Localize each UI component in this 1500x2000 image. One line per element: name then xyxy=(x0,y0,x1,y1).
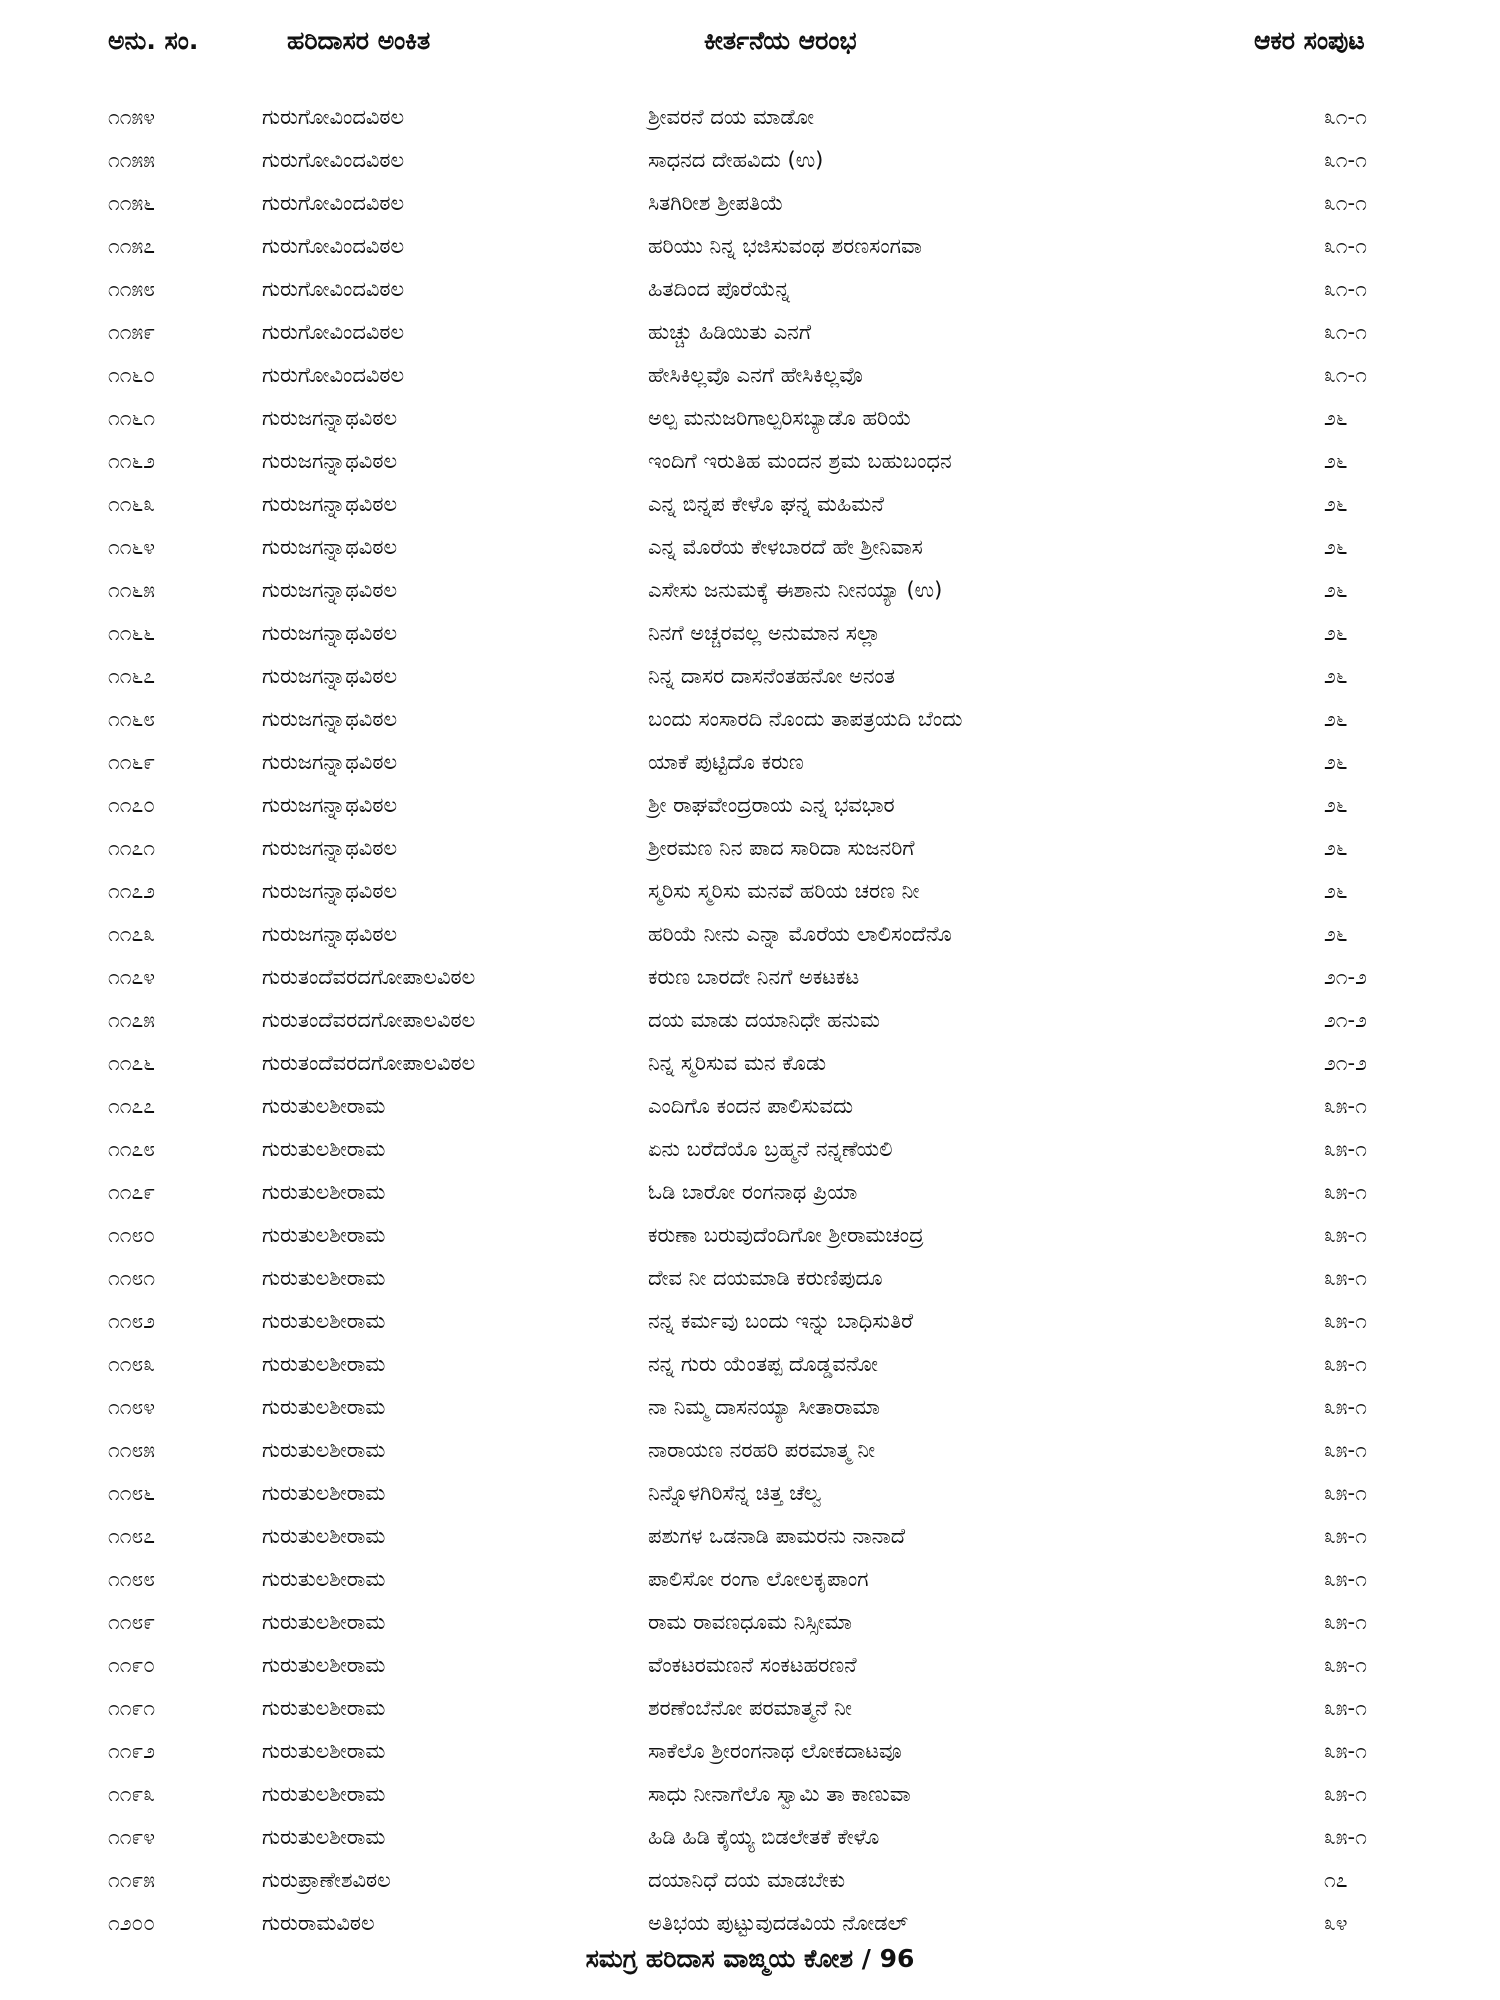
row-aakara-samputa: ೩೫-೧ xyxy=(1324,1524,1367,1548)
row-aakara-samputa: ೩೫-೧ xyxy=(1324,1825,1367,1849)
table-header xyxy=(0,26,1500,66)
row-haridasa-ankita: ಗುರುತುಲಶೀರಾಮ xyxy=(262,1266,386,1290)
table-row xyxy=(0,225,1500,268)
row-keertane-arambha: ನಿನ್ನೊಳಗಿರಿಸೆನ್ನ ಚಿತ್ತ ಚೆಲ್ವ xyxy=(648,1481,822,1505)
table-row xyxy=(0,741,1500,784)
row-serial-no: ೧೧೭೪ xyxy=(108,965,156,989)
row-serial-no: ೧೧೮೮ xyxy=(108,1567,156,1591)
row-keertane-arambha: ನಾ ನಿಮ್ಮ ದಾಸನಯ್ಯಾ ಸೀತಾರಾಮಾ xyxy=(648,1395,880,1419)
row-keertane-arambha: ಶ್ರೀ ರಾಘವೇಂದ್ರರಾಯ ಎನ್ನ ಭವಭಾರ xyxy=(648,793,895,817)
table-row xyxy=(0,268,1500,311)
row-aakara-samputa: ೨೬ xyxy=(1324,621,1348,645)
row-keertane-arambha: ಹಿಡಿ ಹಿಡಿ ಕೈಯ್ಯ ಬಿಡಲೇತಕೆ ಕೇಳೊ xyxy=(648,1825,880,1849)
row-aakara-samputa: ೩೫-೧ xyxy=(1324,1481,1367,1505)
row-keertane-arambha: ರಾಮ ರಾವಣಧೂಮ ನಿಸ್ಸೀಮಾ xyxy=(648,1610,852,1634)
row-aakara-samputa: ೩೫-೧ xyxy=(1324,1782,1367,1806)
table-row xyxy=(0,139,1500,182)
row-keertane-arambha: ದಯಾನಿಧೆ ದಯ ಮಾಡಬೇಕು xyxy=(648,1868,846,1892)
table-row xyxy=(0,1558,1500,1601)
row-aakara-samputa: ೩೫-೧ xyxy=(1324,1653,1367,1677)
row-aakara-samputa: ೨೬ xyxy=(1324,750,1348,774)
row-aakara-samputa: ೩೫-೧ xyxy=(1324,1137,1367,1161)
header-serial-no: ಅನು. ಸಂ. xyxy=(108,26,199,55)
table-row xyxy=(0,1687,1500,1730)
row-serial-no: ೧೧೮೩ xyxy=(108,1352,156,1376)
row-aakara-samputa: ೨೬ xyxy=(1324,535,1348,559)
row-haridasa-ankita: ಗುರುಜಗನ್ನಾಥವಿಠಲ xyxy=(262,922,398,946)
row-aakara-samputa: ೩೧-೧ xyxy=(1324,363,1367,387)
table-row xyxy=(0,526,1500,569)
row-haridasa-ankita: ಗುರುತುಲಶೀರಾಮ xyxy=(262,1395,386,1419)
table-row xyxy=(0,913,1500,956)
row-keertane-arambha: ನನ್ನ ಗುರು ಯೆಂತಪ್ಪ ದೊಡ್ಡವನೋ xyxy=(648,1352,878,1376)
row-keertane-arambha: ಪಾಲಿಸೋ ರಂಗಾ ಲೋಲಕೃಪಾಂಗ xyxy=(648,1567,869,1591)
row-serial-no: ೧೧೮೧ xyxy=(108,1266,156,1290)
row-keertane-arambha: ಸಾಧು ನೀನಾಗೆಲೊ ಸ್ವಾಮಿ ತಾ ಕಾಣುವಾ xyxy=(648,1782,911,1806)
table-row xyxy=(0,1386,1500,1429)
row-serial-no: ೧೧೬೭ xyxy=(108,664,156,688)
table-row xyxy=(0,999,1500,1042)
row-serial-no: ೧೧೮೪ xyxy=(108,1395,156,1419)
row-serial-no: ೧೧೯೪ xyxy=(108,1825,156,1849)
table-row xyxy=(0,483,1500,526)
row-keertane-arambha: ಏನು ಬರೆದೆಯೊ ಬ್ರಹ್ಮನೆ ನನ್ನಣೆಯಲಿ xyxy=(648,1137,893,1161)
row-haridasa-ankita: ಗುರುಜಗನ್ನಾಥವಿಠಲ xyxy=(262,449,398,473)
row-haridasa-ankita: ಗುರುತುಲಶೀರಾಮ xyxy=(262,1094,386,1118)
table-row xyxy=(0,1902,1500,1945)
table-row xyxy=(0,655,1500,698)
row-keertane-arambha: ಶ್ರೀವರನೆ ದಯ ಮಾಡೋ xyxy=(648,105,815,129)
row-haridasa-ankita: ಗುರುಗೋವಿಂದವಿಠಲ xyxy=(262,191,405,215)
row-haridasa-ankita: ಗುರುಜಗನ್ನಾಥವಿಠಲ xyxy=(262,879,398,903)
row-keertane-arambha: ಓಡಿ ಬಾರೋ ರಂಗನಾಥ ಪ್ರಿಯಾ xyxy=(648,1180,858,1204)
row-serial-no: ೧೧೬೦ xyxy=(108,363,156,387)
row-serial-no: ೧೧೯೨ xyxy=(108,1739,156,1763)
header-haridasa-ankita: ಹರಿದಾಸರ ಅಂಕಿತ xyxy=(287,26,431,55)
row-serial-no: ೧೧೫೯ xyxy=(108,320,156,344)
table-row xyxy=(0,1171,1500,1214)
row-serial-no: ೧೧೮೦ xyxy=(108,1223,156,1247)
row-serial-no: ೧೧೭೨ xyxy=(108,879,156,903)
row-haridasa-ankita: ಗುರುಜಗನ್ನಾಥವಿಠಲ xyxy=(262,406,398,430)
table-row xyxy=(0,1472,1500,1515)
row-haridasa-ankita: ಗುರುತಂದೆವರದಗೋಪಾಲವಿಠಲ xyxy=(262,965,476,989)
row-haridasa-ankita: ಗುರುತುಲಶೀರಾಮ xyxy=(262,1309,386,1333)
row-serial-no: ೧೧೬೬ xyxy=(108,621,156,645)
row-keertane-arambha: ಯಾಕೆ ಪುಟ್ಟಿದೊ ಕರುಣ xyxy=(648,750,804,774)
table-row xyxy=(0,956,1500,999)
row-serial-no: ೧೧೮೭ xyxy=(108,1524,156,1548)
row-aakara-samputa: ೩೫-೧ xyxy=(1324,1610,1367,1634)
row-aakara-samputa: ೩೫-೧ xyxy=(1324,1223,1367,1247)
row-keertane-arambha: ಎನ್ನ ಮೊರೆಯ ಕೇಳಬಾರದೆ ಹೇ ಶ್ರೀನಿವಾಸ xyxy=(648,535,923,559)
row-haridasa-ankita: ಗುರುತುಲಶೀರಾಮ xyxy=(262,1481,386,1505)
row-serial-no: ೧೧೬೫ xyxy=(108,578,156,602)
table-row xyxy=(0,96,1500,139)
row-serial-no: ೧೧೭೯ xyxy=(108,1180,156,1204)
table-row xyxy=(0,397,1500,440)
row-haridasa-ankita: ಗುರುತುಲಶೀರಾಮ xyxy=(262,1223,386,1247)
row-keertane-arambha: ಶ್ರೀರಮಣ ನಿನ ಪಾದ ಸಾರಿದಾ ಸುಜನರಿಗೆ xyxy=(648,836,915,860)
row-serial-no: ೧೧೯೧ xyxy=(108,1696,156,1720)
row-haridasa-ankita: ಗುರುಜಗನ್ನಾಥವಿಠಲ xyxy=(262,707,398,731)
row-aakara-samputa: ೩೫-೧ xyxy=(1324,1567,1367,1591)
row-aakara-samputa: ೨೬ xyxy=(1324,793,1348,817)
row-aakara-samputa: ೩೧-೧ xyxy=(1324,320,1367,344)
row-serial-no: ೧೧೯೩ xyxy=(108,1782,156,1806)
row-serial-no: ೧೧೭೬ xyxy=(108,1051,156,1075)
row-keertane-arambha: ಸಾಕೆಲೊ ಶ್ರೀರಂಗನಾಥ ಲೋಕದಾಟವೂ xyxy=(648,1739,902,1763)
row-serial-no: ೧೧೫೮ xyxy=(108,277,156,301)
page-footer: ಸಮಗ್ರ ಹರಿದಾಸ ವಾಙ್ಮಯ ಕೋಶ / 96 xyxy=(585,1944,915,1973)
row-aakara-samputa: ೩೧-೧ xyxy=(1324,277,1367,301)
row-keertane-arambha: ಹಿತದಿಂದ ಪೊರೆಯೆನ್ನ xyxy=(648,277,790,301)
row-serial-no: ೧೧೮೨ xyxy=(108,1309,156,1333)
table-row xyxy=(0,311,1500,354)
row-haridasa-ankita: ಗುರುಜಗನ್ನಾಥವಿಠಲ xyxy=(262,664,398,688)
row-serial-no: ೧೧೮೯ xyxy=(108,1610,156,1634)
table-row xyxy=(0,1085,1500,1128)
table-row xyxy=(0,698,1500,741)
row-keertane-arambha: ಹೇಸಿಕಿಲ್ಲವೊ ಎನಗೆ ಹೇಸಿಕಿಲ್ಲವೊ xyxy=(648,363,863,387)
row-aakara-samputa: ೨೧-೨ xyxy=(1324,1008,1367,1032)
row-serial-no: ೧೧೬೪ xyxy=(108,535,156,559)
table-row xyxy=(0,870,1500,913)
row-keertane-arambha: ಇಂದಿಗೆ ಇರುತಿಹ ಮಂದನ ಶ್ರಮ ಬಹುಬಂಧನ xyxy=(648,449,952,473)
row-aakara-samputa: ೩೫-೧ xyxy=(1324,1309,1367,1333)
row-keertane-arambha: ಅತಿಭಯ ಪುಟ್ಟುವುದಡವಿಯ ನೋಡಲ್ xyxy=(648,1911,908,1935)
row-haridasa-ankita: ಗುರುತಂದೆವರದಗೋಪಾಲವಿಠಲ xyxy=(262,1051,476,1075)
row-keertane-arambha: ಹರಿಯೆ ನೀನು ಎನ್ನಾ ಮೊರೆಯ ಲಾಲಿಸಂದೆನೊ xyxy=(648,922,952,946)
table-row xyxy=(0,1859,1500,1902)
row-serial-no: ೧೧೫೬ xyxy=(108,191,156,215)
row-serial-no: ೧೧೫೭ xyxy=(108,234,156,258)
header-keertane-arambha: ಕೀರ್ತನೆಯ ಆರಂಭ xyxy=(704,26,857,55)
row-aakara-samputa: ೨೬ xyxy=(1324,922,1348,946)
row-aakara-samputa: ೩೫-೧ xyxy=(1324,1352,1367,1376)
row-keertane-arambha: ಸಾಧನದ ದೇಹವಿದು (ಉ) xyxy=(648,148,824,172)
row-serial-no: ೧೧೮೫ xyxy=(108,1438,156,1462)
row-keertane-arambha: ನಾರಾಯಣ ನರಹರಿ ಪರಮಾತ್ಮ ನೀ xyxy=(648,1438,876,1462)
row-haridasa-ankita: ಗುರುತುಲಶೀರಾಮ xyxy=(262,1438,386,1462)
row-haridasa-ankita: ಗುರುತುಲಶೀರಾಮ xyxy=(262,1653,386,1677)
row-haridasa-ankita: ಗುರುಜಗನ್ನಾಥವಿಠಲ xyxy=(262,535,398,559)
row-haridasa-ankita: ಗುರುತುಲಶೀರಾಮ xyxy=(262,1180,386,1204)
header-aakara-samputa: ಆಕರ ಸಂಪುಟ xyxy=(1254,26,1365,55)
row-haridasa-ankita: ಗುರುತುಲಶೀರಾಮ xyxy=(262,1825,386,1849)
table-row xyxy=(0,1128,1500,1171)
row-haridasa-ankita: ಗುರುಗೋವಿಂದವಿಠಲ xyxy=(262,320,405,344)
row-haridasa-ankita: ಗುರುತುಲಶೀರಾಮ xyxy=(262,1739,386,1763)
row-haridasa-ankita: ಗುರುಜಗನ್ನಾಥವಿಠಲ xyxy=(262,836,398,860)
row-aakara-samputa: ೨೬ xyxy=(1324,492,1348,516)
row-serial-no: ೧೧೬೨ xyxy=(108,449,156,473)
row-haridasa-ankita: ಗುರುತುಲಶೀರಾಮ xyxy=(262,1352,386,1376)
table-row xyxy=(0,612,1500,655)
row-haridasa-ankita: ಗುರುಜಗನ್ನಾಥವಿಠಲ xyxy=(262,793,398,817)
row-aakara-samputa: ೩೫-೧ xyxy=(1324,1266,1367,1290)
table-row xyxy=(0,1730,1500,1773)
row-serial-no: ೧೧೭೧ xyxy=(108,836,156,860)
table-row xyxy=(0,1601,1500,1644)
table-row xyxy=(0,1515,1500,1558)
row-keertane-arambha: ಬಂದು ಸಂಸಾರದಿ ನೊಂದು ತಾಪತ್ರಯದಿ ಬೆಂದು xyxy=(648,707,963,731)
row-haridasa-ankita: ಗುರುತುಲಶೀರಾಮ xyxy=(262,1696,386,1720)
table-row xyxy=(0,440,1500,483)
table-body xyxy=(0,96,1500,1945)
row-haridasa-ankita: ಗುರುಗೋವಿಂದವಿಠಲ xyxy=(262,148,405,172)
row-serial-no: ೧೧೬೯ xyxy=(108,750,156,774)
row-aakara-samputa: ೩೪ xyxy=(1324,1911,1348,1935)
row-keertane-arambha: ಹರಿಯು ನಿನ್ನ ಭಜಿಸುವಂಥ ಶರಣಸಂಗವಾ xyxy=(648,234,922,258)
row-aakara-samputa: ೩೧-೧ xyxy=(1324,191,1367,215)
table-row xyxy=(0,1816,1500,1859)
row-haridasa-ankita: ಗುರುಜಗನ್ನಾಥವಿಠಲ xyxy=(262,578,398,602)
row-keertane-arambha: ಕರುಣ ಬಾರದೇ ನಿನಗೆ ಅಕಟಕಟ xyxy=(648,965,860,989)
row-keertane-arambha: ಹುಚ್ಚು ಹಿಡಿಯಿತು ಎನಗೆ xyxy=(648,320,812,344)
row-serial-no: ೧೧೫೫ xyxy=(108,148,156,172)
row-aakara-samputa: ೩೫-೧ xyxy=(1324,1696,1367,1720)
row-aakara-samputa: ೩೧-೧ xyxy=(1324,148,1367,172)
row-keertane-arambha: ನಿನ್ನ ಸ್ಮರಿಸುವ ಮನ ಕೊಡು xyxy=(648,1051,827,1075)
row-serial-no: ೧೧೯೫ xyxy=(108,1868,156,1892)
row-serial-no: ೧೧೮೬ xyxy=(108,1481,156,1505)
table-row xyxy=(0,1300,1500,1343)
row-haridasa-ankita: ಗುರುತುಲಶೀರಾಮ xyxy=(262,1782,386,1806)
table-row xyxy=(0,1343,1500,1386)
row-haridasa-ankita: ಗುರುತುಲಶೀರಾಮ xyxy=(262,1610,386,1634)
row-haridasa-ankita: ಗುರುಗೋವಿಂದವಿಠಲ xyxy=(262,277,405,301)
row-keertane-arambha: ಎಂದಿಗೊ ಕಂದನ ಪಾಲಿಸುವದು xyxy=(648,1094,854,1118)
row-aakara-samputa: ೨೬ xyxy=(1324,578,1348,602)
row-serial-no: ೧೧೬೮ xyxy=(108,707,156,731)
table-row xyxy=(0,1214,1500,1257)
row-haridasa-ankita: ಗುರುಗೋವಿಂದವಿಠಲ xyxy=(262,363,405,387)
row-aakara-samputa: ೩೧-೧ xyxy=(1324,105,1367,129)
row-serial-no: ೧೧೭೮ xyxy=(108,1137,156,1161)
row-keertane-arambha: ಶರಣೆಂಬೆನೋ ಪರಮಾತ್ಮನೆ ನೀ xyxy=(648,1696,852,1720)
table-row xyxy=(0,1042,1500,1085)
row-aakara-samputa: ೩೫-೧ xyxy=(1324,1094,1367,1118)
row-haridasa-ankita: ಗುರುಜಗನ್ನಾಥವಿಠಲ xyxy=(262,621,398,645)
row-aakara-samputa: ೩೧-೧ xyxy=(1324,234,1367,258)
row-aakara-samputa: ೩೫-೧ xyxy=(1324,1438,1367,1462)
row-keertane-arambha: ನನ್ನ ಕರ್ಮವು ಬಂದು ಇನ್ನು ಬಾಧಿಸುತಿರೆ xyxy=(648,1309,914,1333)
row-haridasa-ankita: ಗುರುರಾಮವಿಠಲ xyxy=(262,1911,375,1935)
table-row xyxy=(0,1257,1500,1300)
row-keertane-arambha: ದೇವ ನೀ ದಯಮಾಡಿ ಕರುಣಿಪುದೂ xyxy=(648,1266,883,1290)
row-aakara-samputa: ೨೧-೨ xyxy=(1324,1051,1367,1075)
row-aakara-samputa: ೨೬ xyxy=(1324,836,1348,860)
row-keertane-arambha: ನಿನಗೆ ಅಚ್ಚರವಲ್ಲ ಅನುಮಾನ ಸಲ್ಲಾ xyxy=(648,621,881,645)
row-aakara-samputa: ೩೫-೧ xyxy=(1324,1180,1367,1204)
row-serial-no: ೧೨೦೦ xyxy=(108,1911,156,1935)
table-row xyxy=(0,354,1500,397)
row-keertane-arambha: ಪಶುಗಳ ಒಡನಾಡಿ ಪಾಮರನು ನಾನಾದೆ xyxy=(648,1524,906,1548)
row-aakara-samputa: ೨೬ xyxy=(1324,664,1348,688)
row-haridasa-ankita: ಗುರುಪ್ರಾಣೇಶವಿಠಲ xyxy=(262,1868,391,1892)
row-haridasa-ankita: ಗುರುಜಗನ್ನಾಥವಿಠಲ xyxy=(262,750,398,774)
row-haridasa-ankita: ಗುರುಗೋವಿಂದವಿಠಲ xyxy=(262,234,405,258)
row-aakara-samputa: ೨೬ xyxy=(1324,879,1348,903)
row-keertane-arambha: ಸಿತಗಿರೀಶ ಶ್ರೀಪತಿಯೆ xyxy=(648,191,784,215)
table-row xyxy=(0,1773,1500,1816)
row-serial-no: ೧೧೫೪ xyxy=(108,105,156,129)
row-haridasa-ankita: ಗುರುತಂದೆವರದಗೋಪಾಲವಿಠಲ xyxy=(262,1008,476,1032)
row-keertane-arambha: ಅಲ್ಪ ಮನುಜರಿಗಾಲ್ಪರಿಸಬ್ಯಾಡೊ ಹರಿಯೆ xyxy=(648,406,912,430)
row-serial-no: ೧೧೭೦ xyxy=(108,793,156,817)
table-row xyxy=(0,784,1500,827)
row-aakara-samputa: ೨೬ xyxy=(1324,406,1348,430)
table-row xyxy=(0,569,1500,612)
row-keertane-arambha: ಕರುಣಾ ಬರುವುದೆಂದಿಗೋ ಶ್ರೀರಾಮಚಂದ್ರ xyxy=(648,1223,924,1247)
row-aakara-samputa: ೨೬ xyxy=(1324,449,1348,473)
row-serial-no: ೧೧೬೩ xyxy=(108,492,156,516)
row-keertane-arambha: ವೆಂಕಟರಮಣನೆ ಸಂಕಟಹರಣನೆ xyxy=(648,1653,857,1677)
row-keertane-arambha: ದಯ ಮಾಡು ದಯಾನಿಧೇ ಹನುಮ xyxy=(648,1008,880,1032)
row-keertane-arambha: ಸ್ಮರಿಸು ಸ್ಮರಿಸು ಮನವೆ ಹರಿಯ ಚರಣ ನೀ xyxy=(648,879,920,903)
row-aakara-samputa: ೨೬ xyxy=(1324,707,1348,731)
row-haridasa-ankita: ಗುರುಜಗನ್ನಾಥವಿಠಲ xyxy=(262,492,398,516)
row-serial-no: ೧೧೭೩ xyxy=(108,922,156,946)
row-aakara-samputa: ೩೫-೧ xyxy=(1324,1739,1367,1763)
row-aakara-samputa: ೧೭ xyxy=(1324,1868,1348,1892)
row-serial-no: ೧೧೯೦ xyxy=(108,1653,156,1677)
table-row xyxy=(0,1429,1500,1472)
row-haridasa-ankita: ಗುರುತುಲಶೀರಾಮ xyxy=(262,1137,386,1161)
table-row xyxy=(0,1644,1500,1687)
row-aakara-samputa: ೨೧-೨ xyxy=(1324,965,1367,989)
row-keertane-arambha: ಎಸೇಸು ಜನುಮಕ್ಕೆ ಈಶಾನು ನೀನಯ್ಯಾ (ಉ) xyxy=(648,578,943,602)
row-haridasa-ankita: ಗುರುಗೋವಿಂದವಿಠಲ xyxy=(262,105,405,129)
row-keertane-arambha: ನಿನ್ನ ದಾಸರ ದಾಸನೆಂತಹನೋ ಅನಂತ xyxy=(648,664,895,688)
row-keertane-arambha: ಎನ್ನ ಬಿನ್ನಪ ಕೇಳೊ ಘನ್ನ ಮಹಿಮನೆ xyxy=(648,492,884,516)
row-aakara-samputa: ೩೫-೧ xyxy=(1324,1395,1367,1419)
table-row xyxy=(0,182,1500,225)
row-haridasa-ankita: ಗುರುತುಲಶೀರಾಮ xyxy=(262,1567,386,1591)
row-serial-no: ೧೧೬೧ xyxy=(108,406,156,430)
row-serial-no: ೧೧೭೫ xyxy=(108,1008,156,1032)
row-serial-no: ೧೧೭೭ xyxy=(108,1094,156,1118)
row-haridasa-ankita: ಗುರುತುಲಶೀರಾಮ xyxy=(262,1524,386,1548)
table-row xyxy=(0,827,1500,870)
